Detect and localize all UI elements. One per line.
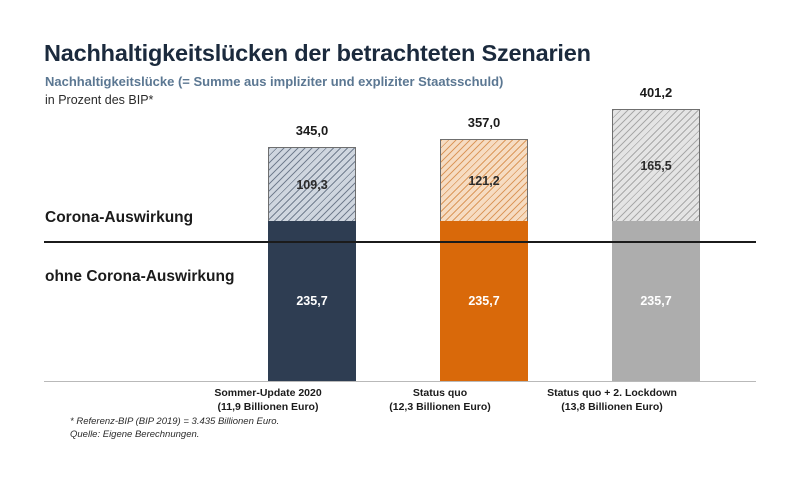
x-tick-label-2-line2: (12,3 Billionen Euro) (389, 401, 491, 413)
bottom-spacer (0, 462, 800, 500)
footnote-line-2: Quelle: Eigene Berechnungen. (70, 429, 200, 440)
legend-label-ohne-corona: ohne Corona-Auswirkung (45, 268, 235, 285)
bar-total-label-3: 401,2 (639, 85, 673, 100)
bar-segment-value-base-3: 235,7 (640, 294, 672, 308)
corona-divider-line (44, 241, 756, 243)
bar-segment-value-base-1: 235,7 (296, 294, 328, 308)
bar-segment-corona-3 (612, 109, 700, 221)
bar-segment-value-corona-3: 165,5 (640, 158, 672, 173)
x-tick-label-1 (173, 386, 363, 414)
x-tick-label-3-line1: Status quo + 2. Lockdown (547, 387, 677, 399)
bar-segment-value-corona-1: 109,3 (296, 177, 328, 192)
x-tick-label-2 (345, 386, 535, 414)
bar-status-quo-lockdown (612, 85, 700, 381)
footnote-line-1: * Referenz-BIP (BIP 2019) = 3.435 Billionen Euro. (70, 416, 280, 427)
bar-segment-corona-1 (268, 147, 356, 221)
x-tick-label-2-line1: Status quo (412, 387, 468, 399)
bar-segment-base-1 (268, 221, 356, 381)
x-tick-label-1-line2: (11,9 Billionen Euro) (217, 401, 319, 413)
baseline-axis (44, 381, 756, 382)
bar-segment-value-corona-2: 121,2 (468, 173, 500, 188)
chart-axis-note: in Prozent des BIP* (45, 93, 154, 107)
chart-subtitle: Nachhaltigkeitslücke (= Summe aus impliziter und expliziter Staatsschuld) (45, 74, 504, 89)
bar-segment-base-2 (440, 221, 528, 381)
bar-total-label-1: 345,0 (295, 123, 329, 138)
legend-label-corona: Corona-Auswirkung (45, 209, 194, 226)
bar-total-label-2: 357,0 (467, 115, 501, 130)
bar-sommer-update-2020 (268, 123, 356, 381)
x-tick-label-3 (517, 386, 707, 414)
bar-segment-base-3 (612, 221, 700, 381)
bar-segment-corona-2 (440, 139, 528, 221)
x-tick-label-3-line2: (13,8 Billionen Euro) (561, 401, 663, 413)
page-title: Nachhaltigkeitslücken der betrachteten Szenarien (44, 40, 591, 66)
x-tick-label-1-line1: Sommer-Update 2020 (214, 387, 322, 399)
bar-segment-value-base-2: 235,7 (468, 294, 500, 308)
bar-status-quo (440, 115, 528, 381)
footnotes (70, 415, 279, 441)
